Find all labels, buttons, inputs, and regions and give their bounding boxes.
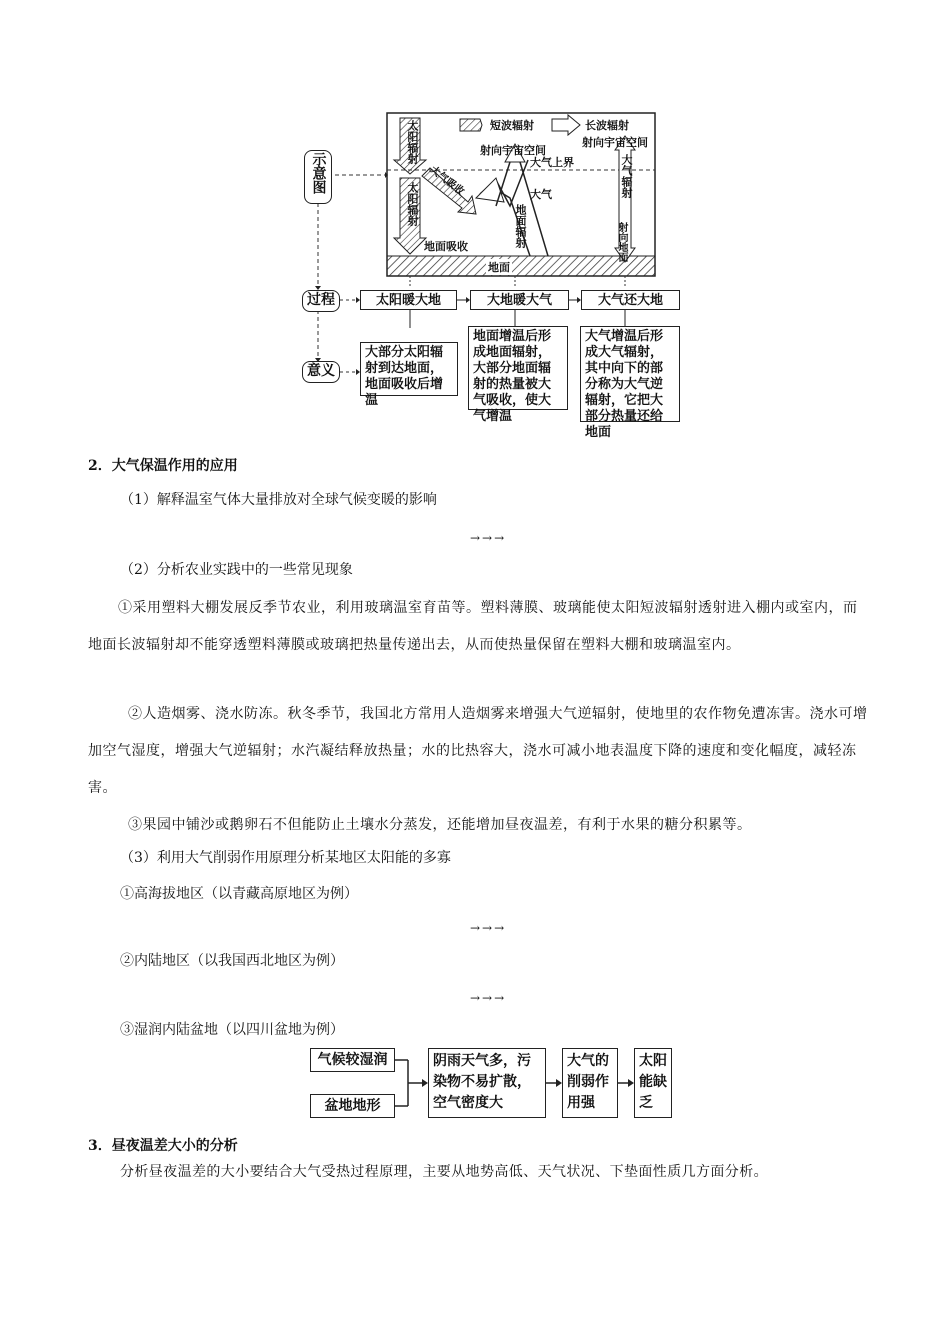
- flow-basin-terrain: 盆地地形: [310, 1094, 395, 1118]
- label-to-ground: 射向地面: [616, 222, 627, 262]
- label-solar-top: 太阳辐射: [406, 120, 419, 164]
- section2-paragraph3: ③果园中铺沙或鹅卵石不但能防止土壤水分蒸发，还能增加昼夜温差，有利于水果的糖分积累等。: [128, 817, 752, 833]
- tag-diagram-text: 示意图: [310, 152, 327, 194]
- label-atmo-radiation: 大气辐射: [620, 154, 633, 198]
- section2-arrows1: →→→: [470, 531, 507, 545]
- label-ground: 地面: [488, 261, 510, 274]
- process-step-3: 大气还大地: [581, 290, 680, 310]
- meaning-3: 大气增温后形成大气辐射，其中向下的部分称为大气逆辐射，它把大部分热量还给地面: [580, 326, 680, 422]
- section2-item2: （2）分析农业实践中的一些常见现象: [120, 562, 353, 578]
- section2-item3: （3）利用大气削弱作用原理分析某地区太阳能的多寡: [120, 850, 451, 866]
- section3-title: 3．昼夜温差大小的分析: [88, 1138, 238, 1154]
- label-ground-radiation: 地面辐射: [514, 204, 527, 248]
- section2-arrows2: →→→: [470, 921, 507, 935]
- section2-sub3: ③湿润内陆盆地（以四川盆地为例）: [120, 1022, 344, 1038]
- label-atmo-absorb: 大气吸收: [427, 164, 466, 198]
- tag-diagram: [304, 150, 332, 204]
- section2-item1: （1）解释温室气体大量排放对全球气候变暖的影响: [120, 492, 437, 508]
- process-step-1: 太阳暖大地: [360, 290, 457, 310]
- basin-flowchart: [308, 1046, 678, 1118]
- atmosphere-heating-diagram: [300, 110, 680, 440]
- label-top-atmosphere: 大气上界: [530, 156, 574, 169]
- process-step-2: 大地暖大气: [470, 290, 569, 310]
- section2-paragraph1: ①采用塑料大棚发展反季节农业，利用玻璃温室育苗等。塑料薄膜、玻璃能使太阳短波辐射透射进入棚内或室内，而地面长波辐射却不能穿透塑料薄膜或玻璃把热量传递出去，从而使热量保留在塑料大棚和玻璃温室内。: [88, 600, 858, 653]
- label-space-right: 射向宇宙空间: [582, 136, 648, 149]
- flow-humid-climate: 气候较湿润: [310, 1048, 395, 1072]
- section2-arrows3: →→→: [470, 991, 507, 1005]
- flow-weakening-strong: 大气的削弱作用强: [562, 1048, 618, 1118]
- meaning-1: 大部分太阳辐射到达地面，地面吸收后增温: [360, 342, 458, 396]
- tag-process: 过程: [302, 290, 340, 312]
- label-atmosphere: 大气: [530, 188, 552, 201]
- section2-title: 2．大气保温作用的应用: [88, 458, 238, 474]
- meaning-2: 地面增温后形成地面辐射，大部分地面辐射的热量被大气吸收，使大气增温: [468, 326, 568, 410]
- label-solar-bottom: 太阳辐射: [406, 182, 419, 226]
- legend-short-wave: 短波辐射: [490, 119, 534, 132]
- section3-paragraph: 分析昼夜温差的大小要结合大气受热过程原理，主要从地势高低、天气状况、下垫面性质几方面分析。: [120, 1164, 768, 1180]
- section2-sub2: ②内陆地区（以我国西北地区为例）: [120, 953, 344, 969]
- section2-sub1: ①高海拔地区（以青藏高原地区为例）: [120, 886, 358, 902]
- label-ground-absorb: 地面吸收: [424, 240, 468, 253]
- label-space-left: 射向宇宙空间: [480, 144, 546, 157]
- tag-meaning: 意义: [302, 361, 340, 383]
- flow-solar-lacking: 太阳能缺乏: [634, 1048, 672, 1118]
- legend-long-wave: 长波辐射: [585, 119, 629, 132]
- section2-paragraph2: ②人造烟雾、浇水防冻。秋冬季节，我国北方常用人造烟雾来增强大气逆辐射，使地里的农作物免遭冻害。浇水可增加空气湿度，增强大气逆辐射；水汽凝结释放热量；水的比热容大，浇水可减小地表温度下降的速度和变化幅度，减轻冻害。: [88, 706, 868, 796]
- flow-rainy-weather: 阴雨天气多，污染物不易扩散，空气密度大: [428, 1048, 546, 1118]
